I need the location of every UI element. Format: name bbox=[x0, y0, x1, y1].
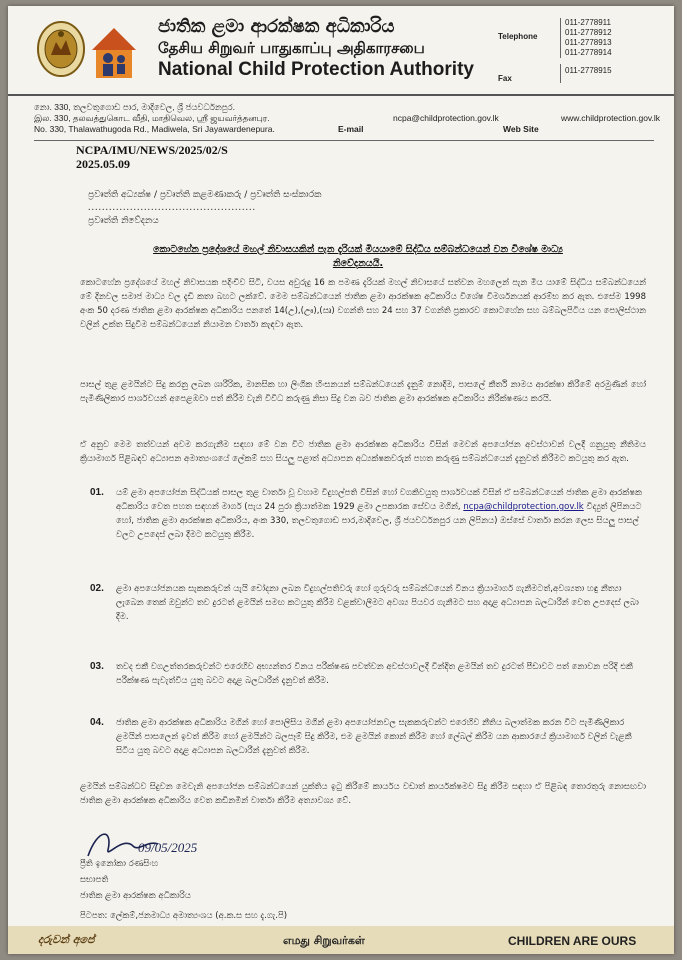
website-label: Web Site bbox=[503, 124, 539, 134]
footer-slogan-english: CHILDREN ARE OURS bbox=[508, 934, 637, 948]
fax-number: 011-2778915 bbox=[565, 66, 612, 75]
telephone-label: Telephone bbox=[498, 32, 538, 41]
list-item bbox=[90, 486, 646, 542]
reference-number: NCPA/IMU/NEWS/2025/02/S bbox=[76, 143, 228, 157]
address-sinhala: නො. 330, තලවතුගොඩ පාර, මාදිවෙල, ශ්‍රී ජයවර්ධනපුර. bbox=[34, 102, 236, 112]
addressee-dots: ................................................ bbox=[88, 202, 256, 213]
signature-date: 09/05/2025 bbox=[138, 840, 198, 855]
address-block bbox=[34, 102, 334, 135]
signatory-org: ජාතික ළමා ආරක්ෂක අධිකාරිය bbox=[80, 891, 191, 901]
email-link[interactable]: ncpa@childprotection.gov.lk bbox=[463, 502, 584, 512]
letter-page bbox=[8, 6, 674, 954]
address-tamil: இல. 330, தலவத்துகொட வீதி, மாதிவெல, ஸ்ரீ ஜயவர்த்தனபுர. bbox=[34, 113, 270, 123]
website-block bbox=[503, 102, 673, 135]
phone-4: 011-2778914 bbox=[565, 48, 612, 57]
signatory-block bbox=[80, 856, 191, 904]
paragraph-2: පාසල් තුළ ළමයින්ට සිදු කරනු ලබන ශාරීරික, මානසික හා ලිංගික හිංසනයන් සම්බන්ධයෙන් දැනුම් නොදීම, පාසලේ කීර්ති නාමය ආරක්ෂා කිරීමේ අරමුණින් හෝ පැමිණිලිකාර පාර්ශවයන් අපෙළඹවා පත් කිරීම වැනි විවිධ කරුණු නිසා සිදු වන බව ජාතික ළමා ආරක්ෂක අධිකාරිය නිරීක්ෂණය කරයි. bbox=[80, 380, 646, 404]
paragraph-3: ඒ අනුව මෙම තත්වයන් අවම කරගැනීම සඳහා මේ වන විට ජාතික ළමා ආරක්ෂක අධිකාරිය විසින් මෙවන් අපයෝජන අවස්ථාවන් වලදී ගනුයුතු නීතිමය ක්‍රියාමාර්ග පිළිබඳව අධ්‍යාපන අමාත්‍යංශයේ ලේකම් සහ සියලු පළාත් අධ්‍යාපන අධ්‍යක්ෂකවරුන් පහත කරුණු සම්බන්ධයෙන් දැනුවත් කිරීමට කටයුතු කර ඇත. bbox=[80, 440, 646, 464]
org-name-sinhala: ජාතික ළමා ආරක්ෂක අධිකාරිය bbox=[158, 16, 395, 37]
letter-date: 2025.05.09 bbox=[76, 157, 130, 171]
signatory-name: ප්‍රීති ඉනෝකා රණසිංහ bbox=[80, 859, 159, 869]
ncpa-logo-icon bbox=[88, 22, 140, 82]
item-text: යම් ළමා අපයෝජන සිද්ධියක් පාසල තුළ වාර්තා වූ වහාම විදුහල්පති විසින් හෝ වගකිවයුතු පාර්ශවයක් විසින් ඒ සම්බන්ධයෙන් ජාතික ළමා ආරක්ෂක අධිකාරිය වෙත පහත සඳහන් මාර්ග (පැය 24 පුරා ක්‍රියාත්මක 1929 ළමා උපකාරක සේවය මගින්, bbox=[116, 488, 642, 512]
paragraph-4: ළමයින් සම්බන්ධව සිදුවන මෙවැනි අපයෝජන සම්බන්ධයෙන් යුක්තිය ඉටු කිරීමේ කාර්යය වඩාත් කාර්යක්ෂමව සිදු කිරීම සඳහා ඒ පිළිබඳ තොරතුරු නොසඟවා ජාතික ළමා ආරක්ෂක අධිකාරිය වෙත කඩිනමින් වාර්තා කිරීම අත්‍යාවශ්‍ය වේ. bbox=[80, 782, 646, 806]
header-divider bbox=[34, 140, 654, 141]
address-english: No. 330, Thalawathugoda Rd., Madiwela, Sri Jayawardenepura. bbox=[34, 124, 275, 134]
website-value: www.childprotection.gov.lk bbox=[561, 113, 661, 123]
email-label: E-mail bbox=[338, 124, 364, 134]
list-item bbox=[90, 660, 646, 688]
state-emblem-icon bbox=[36, 20, 86, 78]
phone-2: 011-2778912 bbox=[565, 28, 612, 37]
org-name-english: National Child Protection Authority bbox=[158, 59, 474, 80]
footer-slogan-sinhala: දරුවන් අපේ bbox=[38, 933, 95, 946]
item-text: ළමා අපයෝජනයක සැකකරුවන් යැයි චෝදනා ලබන විදුහල්පතිවරු හෝ ගුරුවරු සම්බන්ධයෙන් විනය ක්‍රියාමාර්ග ගැනීමටත්,අවශ්‍යතා හඳු නීත්‍යා ලැබෙන තෙක් ඔවුන්ට තව දුරටත් ළමයින් සමඟ කටයුතු කිරීම වළක්වාලීමට අවශ්‍ය පියවර ගැනීමට සහ අදාළ අධ්‍යාපන බලධාරීන් වෙත උපදෙස් ලබා දීම. bbox=[116, 584, 639, 622]
item-number: 02. bbox=[90, 583, 104, 594]
item-number: 03. bbox=[90, 661, 104, 672]
telephone-row bbox=[498, 18, 668, 58]
addressee-line: ප්‍රවෘත්ති අධ්‍යක්ෂ / ප්‍රවෘත්ති කළමණාකරු / ප්‍රවෘත්ති සංස්කාරක bbox=[88, 190, 322, 200]
phone-1: 011-2778911 bbox=[565, 18, 611, 27]
fax-row bbox=[498, 64, 668, 83]
fax-label: Fax bbox=[498, 74, 512, 83]
item-text: ජාතික ළමා ආරක්ෂක අධිකාරිය මගින් හෝ පොලිසිය මගින් ළමා අපයෝජනවල සැකකරුවන්ට එරෙහිව නීතිය බලාත්මක කරන විට පැමිණිලිකාර ළමයින් පාසලෙන් ඉවත් කිරීම හෝ ළමයින්ට බලපෑම් සිදු කිරීම, එම ළමයින් කොන් කිරීම හෝ ලේබල් කිරීම යන ආකාරයේ ක්‍රියාමාර්ග වලින් වැළකී සිටිය යුතු බවට අදාළ අධ්‍යාපන බලධාරීන් දැනුවත් කිරීම. bbox=[116, 718, 632, 756]
item-text-cont: විද්‍යුත් ලිපිනයට හෝ, ජාතික ළමා ආරක්ෂක අධිකාරිය, අංක 330, තලවතුගොඩ පාර,මාදිවෙල, ශ්‍රී ජයවර්ධනපුර යන ලිපිනය) ඔස්සේ වාර්තා කරන ලෙස සියලු පාසල් වලට උපදෙස් ලබා දීමට කටයුතු කිරීම. bbox=[116, 502, 642, 540]
paragraph-1: කොටහේන ප්‍රදේශයේ මහල් නිවාසයක පදිංචිව සිටි, වයස අවුරුදු 16 ක පමණ දැරියක් මහල් නිවාසයේ සත්වන මහලෙන් පැන මිය යාමේ සිද්ධිය සම්බන්ධයෙන් මේ දිනවල සමාජ මාධ්‍ය වල දැඩි කතා බහට ලක්වේ. මෙම සම්බන්ධයෙන් ජාතික ළමා ආරක්ෂක අධිකාරිය විශේෂ විමර්ශනයක් ආරම්භ කර ඇත. එසේම 1998 අංක 50 දරණ ජාතික ළමා ආරක්ෂක අධිකාරිය පනතේ 14(උ),(ඌ),(ඍ) වගන්ති සහ 24 සහ 37 වගන්ති ප්‍රකාරව කොටහේන සහ බම්බලපිටිය යන පොලිස්ථාන වලින් උක්ත සිදුවීම සම්බන්ධයෙන් නියාමන වාර්තා කැඳවා ඇත. bbox=[80, 278, 646, 330]
copy-to: පිටපත: ලේකම්,ජනමාධ්‍ය අමාත්‍යංශය (අ.ක.ස සහ දැ.ගැ.පි) bbox=[80, 911, 288, 921]
list-item bbox=[90, 716, 646, 758]
telephone-values bbox=[560, 18, 668, 58]
list-item bbox=[90, 582, 646, 624]
org-name-tamil: தேசிய சிறுவர் பாதுகாப்பு அதிகாரசபை bbox=[158, 39, 425, 57]
item-text: තවද එකී වගඋත්තරකරුවන්ට එරෙහිව අභ්‍යන්තර විනය පරීක්ෂණ පවත්වන අවස්ථාවලදී වින්දිත ළමයින් තව දුරටත් පීඩාවට පත් නොවන පරිදි එකී පරීක්ෂණ පැවැත්විය යුතු බවට අදාළ බලධාරීන් දැනුවත් කිරීම. bbox=[116, 662, 633, 686]
letterhead bbox=[8, 6, 674, 96]
email-value: ncpa@childprotection.gov.lk bbox=[393, 113, 499, 123]
news-release-label: ප්‍රවෘත්ති නිවේදනය bbox=[88, 216, 159, 226]
signatory-title: සභාපති bbox=[80, 875, 109, 885]
fax-value bbox=[560, 64, 668, 83]
phone-3: 011-2778913 bbox=[565, 38, 612, 47]
organization-name bbox=[158, 16, 474, 82]
item-number: 04. bbox=[90, 717, 104, 728]
reference-block bbox=[76, 143, 228, 171]
email-block bbox=[338, 102, 508, 135]
contact-block bbox=[498, 18, 668, 83]
subject-heading: කොටහේන ප්‍රදේශයේ මහල් නිවාසයකින් පැන දැරියක් මියයාමේ සිද්ධිය සම්බන්ධයෙන් වන විශේෂ මාධ්‍ය නිවේදනයයි. bbox=[153, 244, 563, 269]
footer-slogan-tamil: எமது சிறுவர்கள் bbox=[283, 934, 365, 947]
item-number: 01. bbox=[90, 487, 104, 498]
